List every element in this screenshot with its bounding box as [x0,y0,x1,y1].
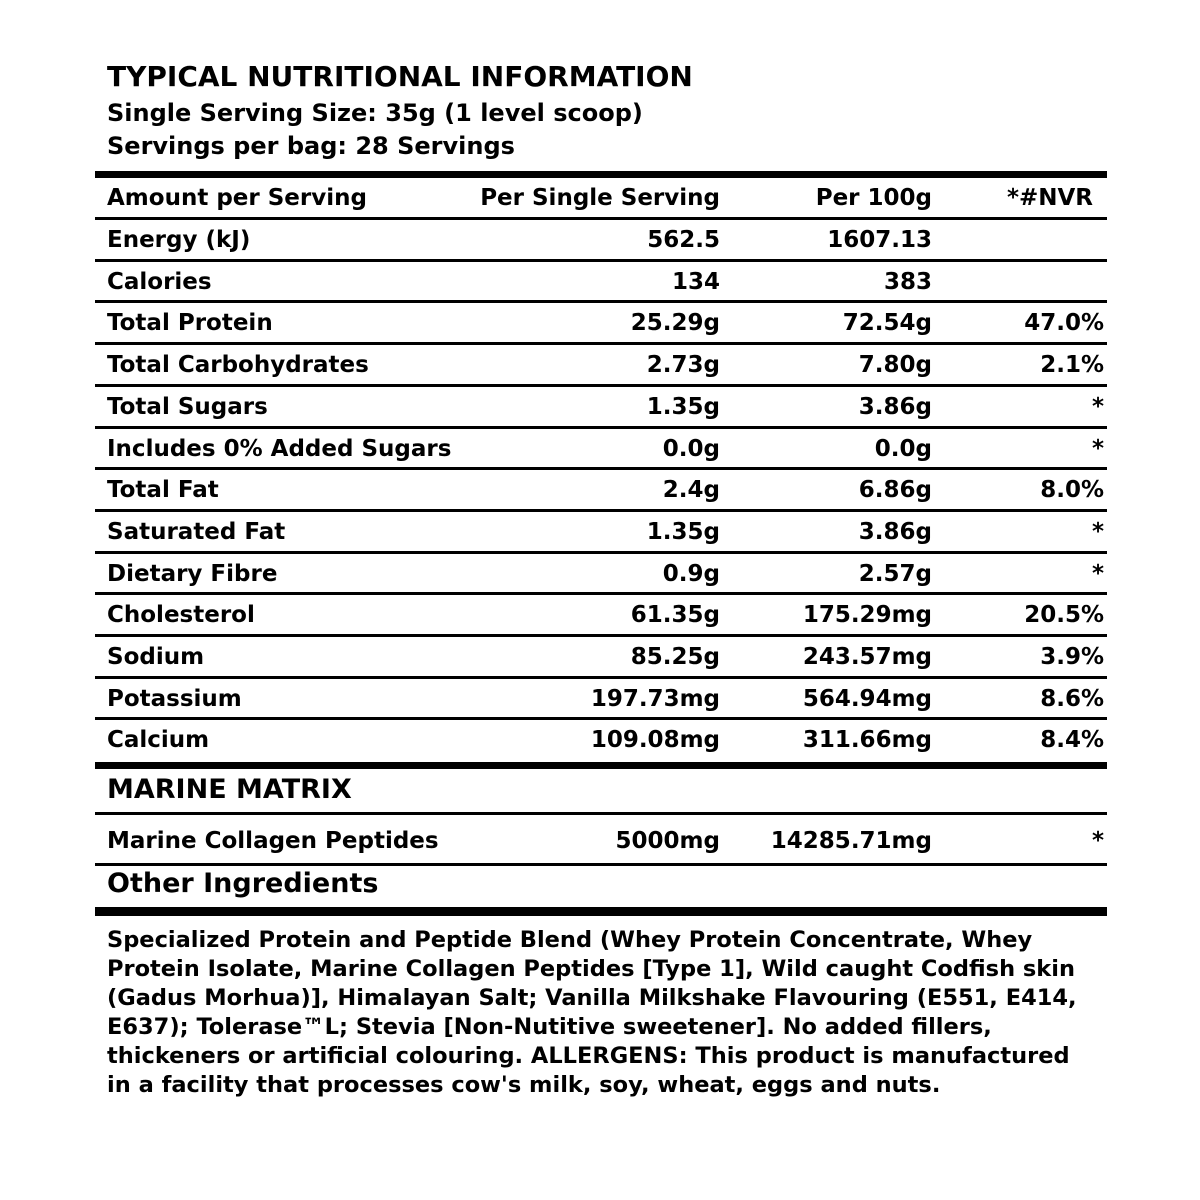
table-row [95,595,1107,636]
marine-collagen-row [95,821,1107,862]
table-row [95,220,1107,261]
table-row [95,470,1107,511]
per-100g-value: 3.86g [858,393,932,420]
per-serving-value: 5000mg [615,828,720,854]
table-row [95,720,1107,761]
table-row [95,387,1107,428]
nvr-value: * [1091,828,1104,854]
per-serving-value: 2.73g [646,352,720,379]
nutrient-name: Total Protein [107,310,273,337]
per-100g-value: 7.80g [858,352,932,379]
table-row [95,429,1107,470]
table-row [95,554,1107,595]
column-header-per-100g: Per 100g [815,185,932,211]
per-serving-value: 85.25g [630,644,720,670]
per-100g-value: 2.57g [858,560,932,587]
nvr-value: 20.5% [1024,602,1104,629]
per-100g-value: 3.86g [858,518,932,545]
nutrient-name: Calcium [107,727,210,754]
nvr-value: 3.9% [1040,644,1104,670]
per-serving-value: 562.5 [647,227,720,253]
per-100g-value: 383 [883,268,932,295]
nvr-value: 47.0% [1024,310,1104,337]
other-ingredients-title: Other Ingredients [107,868,379,899]
nvr-value: 2.1% [1040,352,1104,379]
nvr-value: * [1091,393,1104,420]
nvr-value: 8.4% [1040,727,1104,754]
per-serving-value: 2.4g [662,477,720,504]
per-100g-value: 175.29mg [802,602,932,629]
nutrient-name: Total Fat [107,477,219,504]
per-serving-value: 1.35g [646,518,720,545]
nutrient-name: Sodium [107,644,205,670]
per-100g-value: 311.66mg [802,727,932,754]
per-serving-value: 134 [671,268,720,295]
nutrient-name: Includes 0% Added Sugars [107,435,452,462]
top-divider [95,171,1107,178]
nutrient-name: Cholesterol [107,602,255,629]
table-row [95,303,1107,344]
per-serving-value: 0.0g [662,435,720,462]
marine-matrix-title: MARINE MATRIX [107,774,352,805]
nvr-value: 8.0% [1040,477,1104,504]
nutrient-name: Total Sugars [107,393,268,420]
per-serving-value: 61.35g [630,602,720,629]
nvr-value: * [1091,518,1104,545]
table-row [95,637,1107,678]
per-100g-value: 6.86g [858,477,932,504]
nutrient-name: Potassium [107,685,242,712]
per-serving-value: 25.29g [630,310,720,337]
table-row [95,262,1107,303]
nvr-value: * [1091,435,1104,462]
ingredients-text: Specialized Protein and Peptide Blend (Whey Protein Concentrate, Whey Protein Isolate, Marine Collagen Peptides [Type 1], Wild caught Codfish skin (Gadus Morhua)], Himalayan Salt; Vanilla Milkshake Flavouring (E551, E414, E637); Tolerase™L; Stevia [Non-Nutitive sweetener]. No added fillers, thickeners or artificial colouring. ALLERGENS: This product is manufactured in a facility that processes cow's milk, soy, wheat, eggs and nuts. [107,927,1077,1098]
nvr-value: 8.6% [1040,685,1104,712]
marine-title-divider [95,812,1107,815]
per-serving-value: 109.08mg [590,727,720,754]
marine-divider [95,762,1107,769]
per-100g-value: 14285.71mg [770,828,932,854]
nvr-value: * [1091,560,1104,587]
table-header-row [95,178,1107,219]
nutrient-name: Saturated Fat [107,518,286,545]
per-serving-value: 1.35g [646,393,720,420]
table-row [95,512,1107,553]
table-row [95,345,1107,386]
per-100g-value: 1607.13 [827,227,932,253]
servings-per-bag: Servings per bag: 28 Servings [107,132,515,160]
nutrient-name: Total Carbohydrates [107,352,369,379]
per-100g-value: 72.54g [842,310,932,337]
ingredients-divider [95,907,1107,916]
per-100g-value: 243.57mg [802,644,932,670]
per-100g-value: 564.94mg [802,685,932,712]
nutrient-name: Dietary Fibre [107,560,278,587]
table-row [95,679,1107,720]
serving-size: Single Serving Size: 35g (1 level scoop) [107,99,643,127]
nutrient-name: Energy (kJ) [107,227,251,253]
nutrient-name: Marine Collagen Peptides [107,828,439,854]
per-100g-value: 0.0g [874,435,932,462]
column-header-nvr: *#NVR [1006,185,1093,211]
panel-title: TYPICAL NUTRITIONAL INFORMATION [107,60,693,93]
nutrient-name: Calories [107,268,212,295]
per-serving-value: 197.73mg [590,685,720,712]
column-header-per-serving: Per Single Serving [480,185,720,211]
per-serving-value: 0.9g [662,560,720,587]
column-header-amount: Amount per Serving [107,185,367,211]
